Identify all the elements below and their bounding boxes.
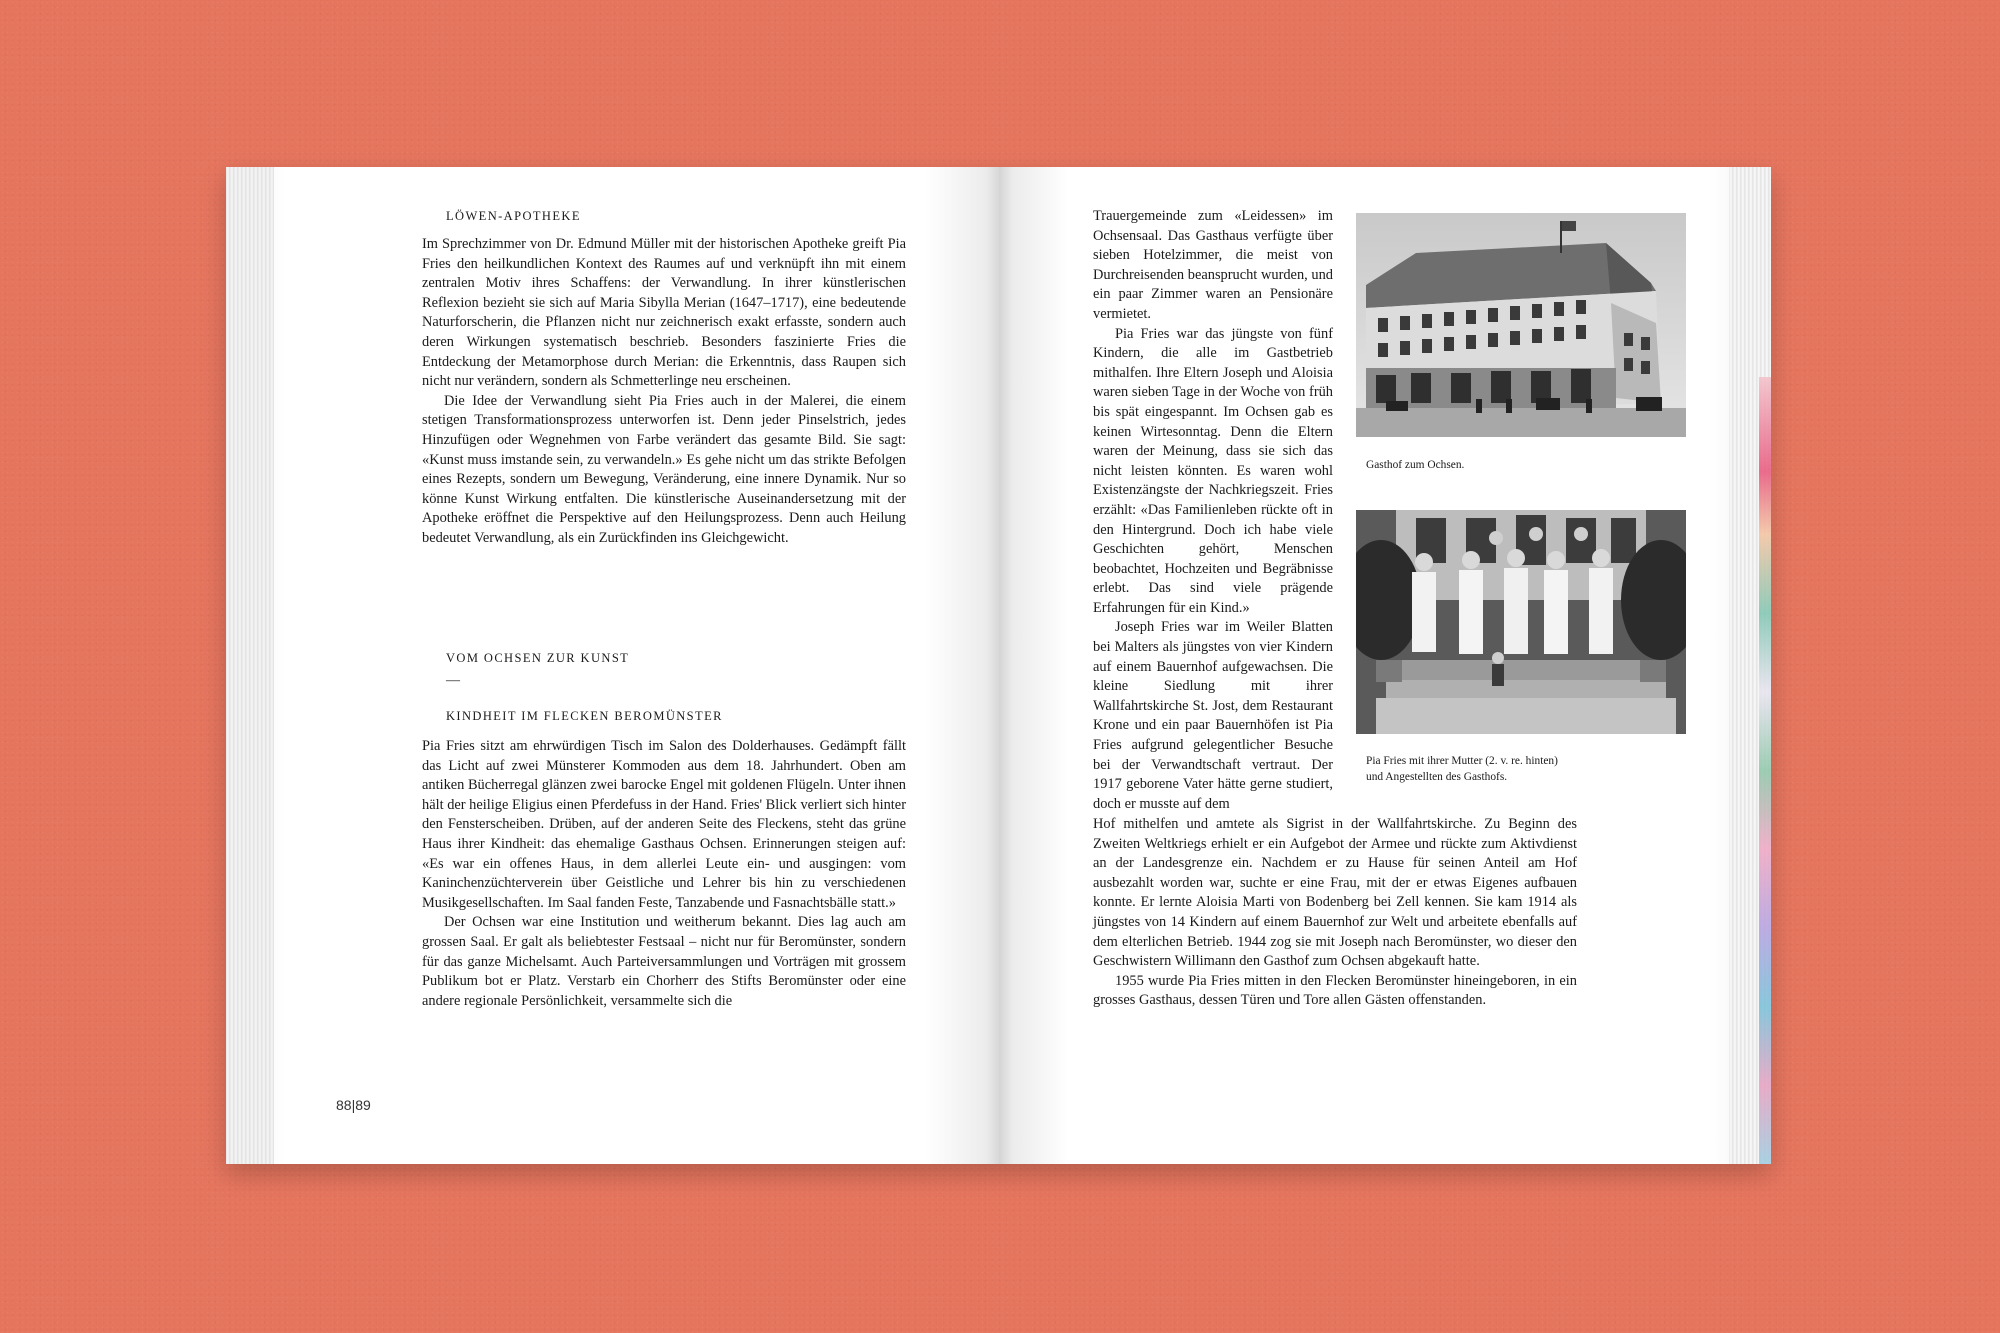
caption-staff	[1366, 753, 1558, 785]
heading-loewen-apotheke: LÖWEN-APOTHEKE	[446, 209, 581, 223]
paragraph: Die Idee der Verwandlung sieht Pia Fries auch in der Malerei, die einem stetigen Transformationsprozess unterworfen ist. Denn jeder Pinselstrich, jedes Hinzufügen oder Wegnehmen von Farbe verändert das gesamte Bild. Sie sagt: «Kunst muss imstande sein, zu verwandeln.» Es gehe nicht um das strikte Befolgen eines Rezepts, sondern um Bewegung, Veränderung, eine innere Dynamik. Nur so könne Kunst Wirkung entfalten. Die künstlerische Auseinandersetzung mit der Apotheke eröffnet die Perspektive auf den Heilungsprozess. Denn auch Heilung bedeutet Verwandlung, als ein Zurückfinden ins Gleichgewicht.	[422, 392, 906, 546]
heading-dash: —	[446, 673, 460, 688]
book-spread	[226, 167, 1771, 1164]
left-page-edges	[226, 167, 274, 1164]
photo-gasthof-zum-ochsen	[1356, 213, 1686, 437]
full-width-text	[1093, 815, 1577, 1011]
left-page	[226, 167, 999, 1164]
staff-image	[1356, 510, 1686, 734]
paragraph: Joseph Fries war im Weiler Blatten bei Malters als jüngstes von vier Kindern auf einem Bauernhof aufgewachsen. Die kleine Siedlung mit ihrer Wallfahrtskirche St. Jost, dem Restaurant Krone und ein paar Bauernhöfen ist Pia Fries aufgrund gelegentlicher Besuche bei der Verwandtschaft vertraut. Der 1917 geborene Vater hätte gerne studiert, doch er musste auf dem	[1093, 619, 1333, 812]
gasthof-image	[1356, 213, 1686, 437]
paragraph: Trauergemeinde zum «Leidessen» im Ochsensaal. Das Gasthaus verfügte über sieben Hotelzimmer, die meist von Durchreisenden beansprucht wurden, und ein paar Zimmer waren an Pensionäre vermietet.	[1093, 208, 1333, 322]
heading-vom-ochsen-zur-kunst: VOM OCHSEN ZUR KUNST	[446, 651, 630, 665]
page-numbers: 88|89	[336, 1097, 371, 1113]
heading-kindheit: KINDHEIT IM FLECKEN BEROMÜNSTER	[446, 709, 723, 723]
caption-staff-line2: und Angestellten des Gasthofs.	[1366, 771, 1508, 783]
paragraph: Hof mithelfen und amtete als Sigrist in der Wallfahrtskirche. Zu Beginn des Zweiten Weltkriegs erhielt er ein Aufgebot der Armee und rückte zum Aktivdienst an der Landesgrenze ein. Nachdem er zu Hause für seinen Anteil am Hof ausbezahlt worden war, suchte er eine Frau, mit der er etwas Eigenes aufbauen konnte. Er lernte Aloisia Marti von Bodenberg bei Zell kennen. Sie kam 1914 als jüngstes von 14 Kindern auf einem Bauernhof zur Welt und arbeitete ebenfalls auf dem elterlichen Betrieb. 1944 zog sie mit Joseph nach Beromünster, wo dieser den Geschwistern Willimann den Gasthof zum Ochsen abgekauft hatte.	[1093, 816, 1577, 970]
paragraph: Der Ochsen war eine Institution und weitherum bekannt. Dies lag auch am grossen Saal. Er galt als beliebtester Festsaal – nicht nur für Beromünster, sondern für das ganze Michelsamt. Auch Parteiversammlungen und Vorträgen mit grossem Publikum bot er Platz. Verstarb ein Chorherr des Stifts Beromünster oder eine andere regionale Persönlichkeit, versammelte sich die	[422, 914, 906, 1009]
column-text	[1093, 207, 1333, 814]
page-edge-color-strip	[1759, 377, 1771, 1164]
photo-staff-group	[1356, 510, 1686, 734]
caption-staff-line1: Pia Fries mit ihrer Mutter (2. v. re. hinten)	[1366, 755, 1558, 767]
section-loewen-apotheke	[422, 235, 906, 549]
caption-gasthof: Gasthof zum Ochsen.	[1366, 459, 1465, 471]
paragraph: Pia Fries war das jüngste von fünf Kindern, die alle im Gastbetrieb mithalfen. Ihre Eltern Joseph und Aloisia waren sieben Tage in der Woche von früh bis spät eingespannt. Im Ochsen gab es keinen Wirtesonntag. Denn die Eltern waren der Meinung, dass sie sich das nicht leisten könnten. Es waren wohl Existenzängste der Nachkriegszeit. Fries erzählt: «Das Familienleben rückte oft in den Hintergrund. Doch ich habe viele Geschichten gehört, Menschen beobachtet, Hochzeiten und Begräbnisse erlebt. Das sind viele prägende Erfahrungen für ein Kind.»	[1093, 325, 1333, 616]
section-kindheit	[422, 737, 906, 1011]
paragraph: 1955 wurde Pia Fries mitten in den Flecken Beromünster hineingeboren, in ein grosses Gasthaus, dessen Türen und Tore allen Gästen offenstanden.	[1093, 972, 1577, 1009]
right-page	[999, 167, 1771, 1164]
paragraph: Im Sprechzimmer von Dr. Edmund Müller mit der historischen Apotheke greift Pia Fries den heilkundlichen Kontext des Raumes auf und verknüpft ihn mit einem zentralen Motiv ihres Schaffens: der Verwandlung. In ihrer künstlerischen Reflexion bezieht sie sich auf Maria Sibylla Merian (1647–1717), eine bedeutende Naturforscherin, die Pflanzen nicht nur zeichnerisch exakt erfasste, sondern auch deren Wirkungen systematisch beschrieb. Besonders faszinierte Fries die Entdeckung der Metamorphose durch Merian: die Erkenntnis, dass Raupen sich nicht nur verändern, sondern als Schmetterlinge neu erscheinen.	[422, 236, 906, 390]
paragraph: Pia Fries sitzt am ehrwürdigen Tisch im Salon des Dolderhauses. Gedämpft fällt das Licht auf zwei Münsterer Kommoden aus dem 18. Jahrhundert. Oben am antiken Bücherregal glänzen zwei barocke Engel mit goldenen Flügeln. Unter ihnen hält der heilige Eligius einen Pferdefuss in der Hand. Fries' Blick verliert sich hinter den Fensterscheiben. Drüben, auf der anderen Seite des Fleckens, steht das grüne Haus ihrer Kindheit: das ehemalige Gasthaus Ochsen. Erinnerungen steigen auf: «Es war ein offenes Haus, in dem allerlei Leute ein- und ausgingen: vom Kaninchenzüchterverein über Geistliche und Lehrer bis hin zu verschiedenen Musikgesellschaften. Im Saal fanden Feste, Tanzabende und Fasnachtsbälle statt.»	[422, 738, 906, 911]
